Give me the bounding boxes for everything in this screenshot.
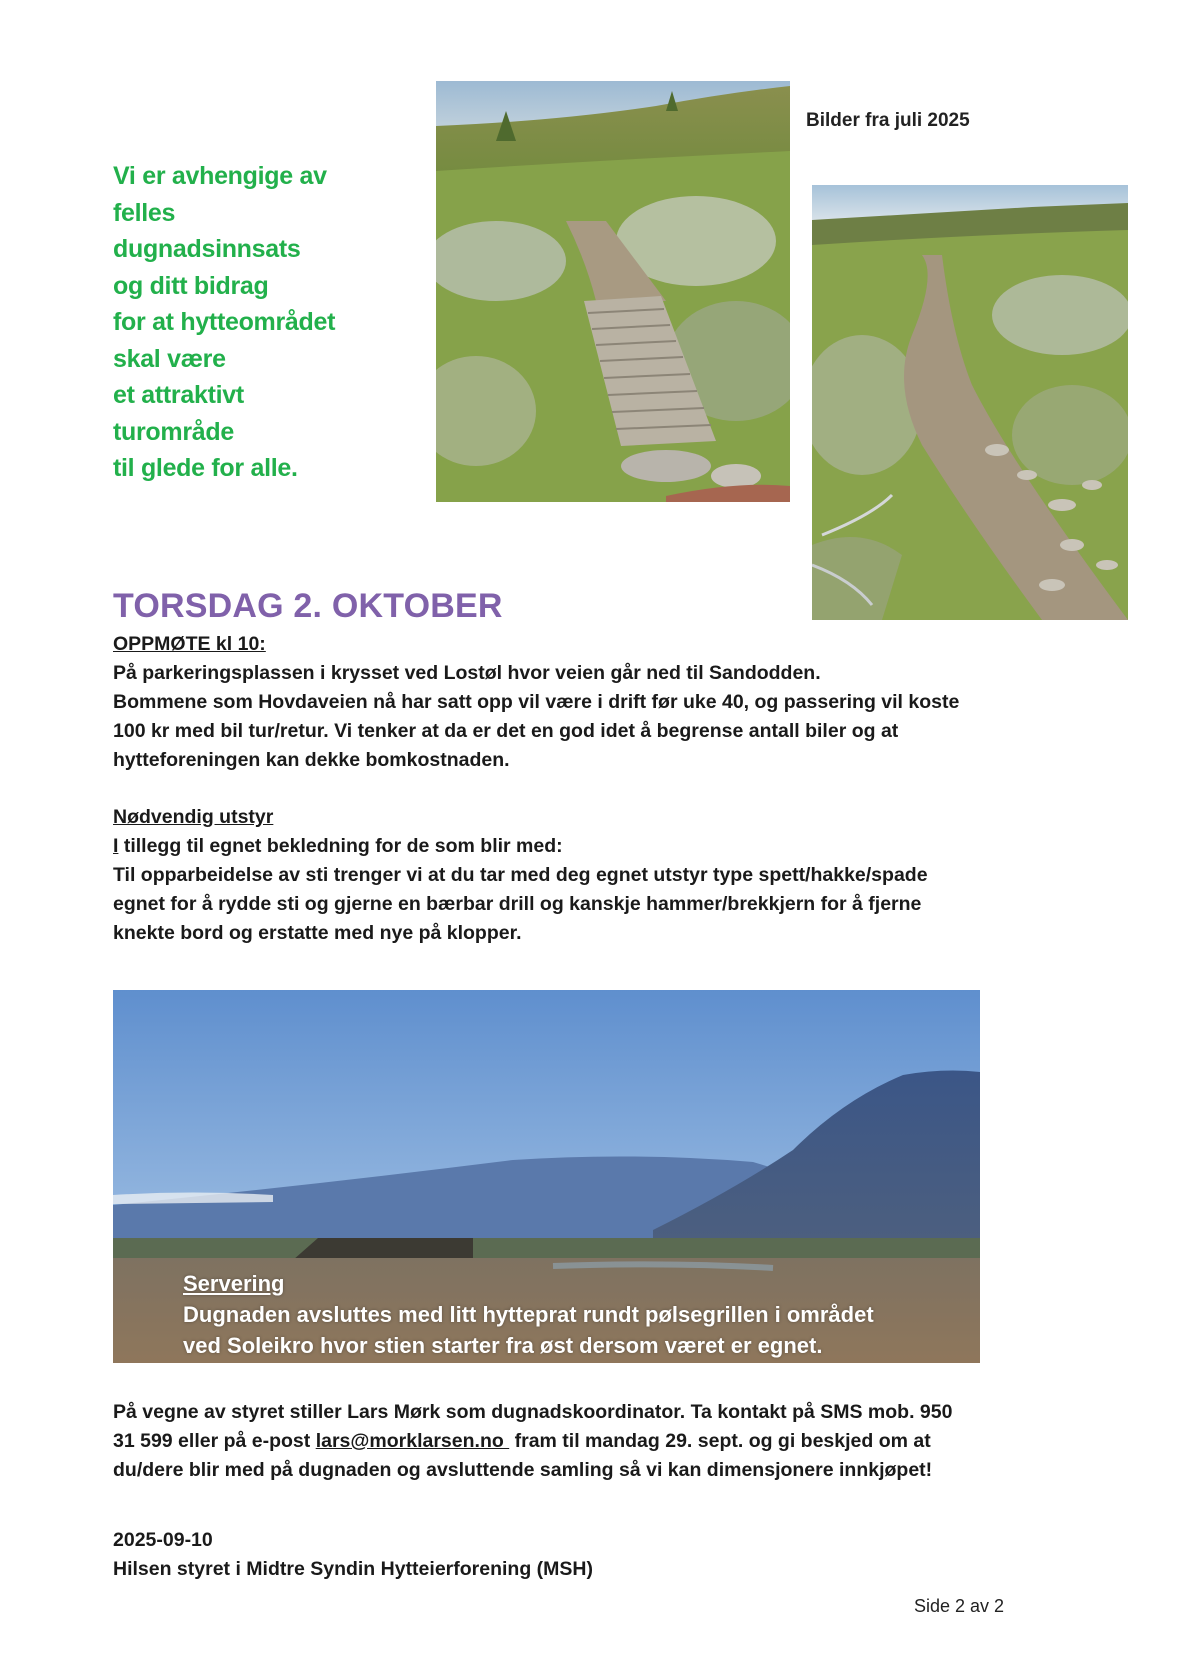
intro-line: turområde — [113, 417, 234, 446]
meeting-title: OPPMØTE kl 10: — [113, 633, 266, 655]
intro-line: til glede for alle. — [113, 454, 298, 482]
intro-text — [113, 158, 413, 487]
event-date-heading: TORSDAG 2. OKTOBER — [113, 587, 503, 625]
photo-caption: Bilder fra juli 2025 — [806, 110, 970, 131]
meeting-line: Bommene som Hovdaveien nå har satt opp vil være i drift før uke 40, og passering vil koste — [113, 691, 960, 713]
email-link[interactable]: lars@morklarsen.no — [315, 1430, 510, 1452]
page-number: Side 2 av 2 — [914, 1596, 1005, 1616]
equipment-line: knekte bord og erstatte med nye på klopper. — [113, 922, 522, 944]
contact-line — [113, 1427, 952, 1456]
intro-line: felles — [113, 198, 176, 227]
equipment-line: Til opparbeidelse av sti trenger vi at du tar med deg egnet utstyr type spett/hakke/spade — [113, 864, 928, 886]
signoff-greeting: Hilsen styret i Midtre Syndin Hytteierforening (MSH) — [113, 1558, 593, 1580]
meeting-line: 100 kr med bil tur/retur. Vi tenker at da er det en god idet å begrense antall biler og at — [113, 720, 899, 742]
equipment-line: egnet for å rydde sti og gjerne en bærbar drill og kanskje hammer/brekkjern for å fjerne — [113, 893, 922, 915]
serving-section — [183, 1268, 874, 1361]
equipment-intro-rest: tillegg til egnet bekledning for de som blir med: — [118, 835, 563, 857]
serving-line: ved Soleikro hvor stien starter fra øst dersom været er egnet. — [183, 1333, 823, 1358]
contact-text: fram til mandag 29. sept. og gi beskjed om at — [509, 1430, 931, 1452]
contact-section — [113, 1398, 952, 1485]
equipment-title: Nødvendig utstyr — [113, 806, 274, 828]
contact-line: På vegne av styret stiller Lars Mørk som dugnadskoordinator. Ta kontakt på SMS mob. 950 — [113, 1401, 953, 1423]
intro-line: og ditt bidrag — [113, 271, 269, 300]
intro-line: Vi er avhengige av — [113, 162, 327, 190]
contact-line: du/dere blir med på dugnaden og avsluttende samling så vi kan dimensjonere innkjøpet! — [113, 1459, 933, 1481]
signoff-section — [113, 1526, 593, 1584]
equipment-section — [113, 803, 928, 948]
intro-line: et attraktivt — [113, 381, 244, 409]
intro-line: skal være — [113, 344, 226, 373]
contact-text: 31 599 eller på e-post — [113, 1430, 316, 1452]
equipment-intro — [113, 832, 928, 861]
intro-line: for at hytteområdet — [113, 308, 336, 336]
meeting-line: hytteforeningen kan dekke bomkostnaden. — [113, 749, 510, 771]
serving-title: Servering — [183, 1271, 285, 1296]
signoff-date: 2025-09-10 — [113, 1529, 213, 1551]
serving-line: Dugnaden avsluttes med litt hytteprat rundt pølsegrillen i området — [183, 1302, 874, 1327]
meeting-line: På parkeringsplassen i krysset ved Lostøl hvor veien går ned til Sandodden. — [113, 662, 821, 684]
meeting-section — [113, 630, 959, 775]
equipment-intro-first-letter: I — [113, 835, 119, 857]
trail-boardwalk-photo — [436, 81, 790, 502]
intro-line: dugnadsinnsats — [113, 235, 301, 263]
trail-path-photo — [812, 185, 1128, 620]
